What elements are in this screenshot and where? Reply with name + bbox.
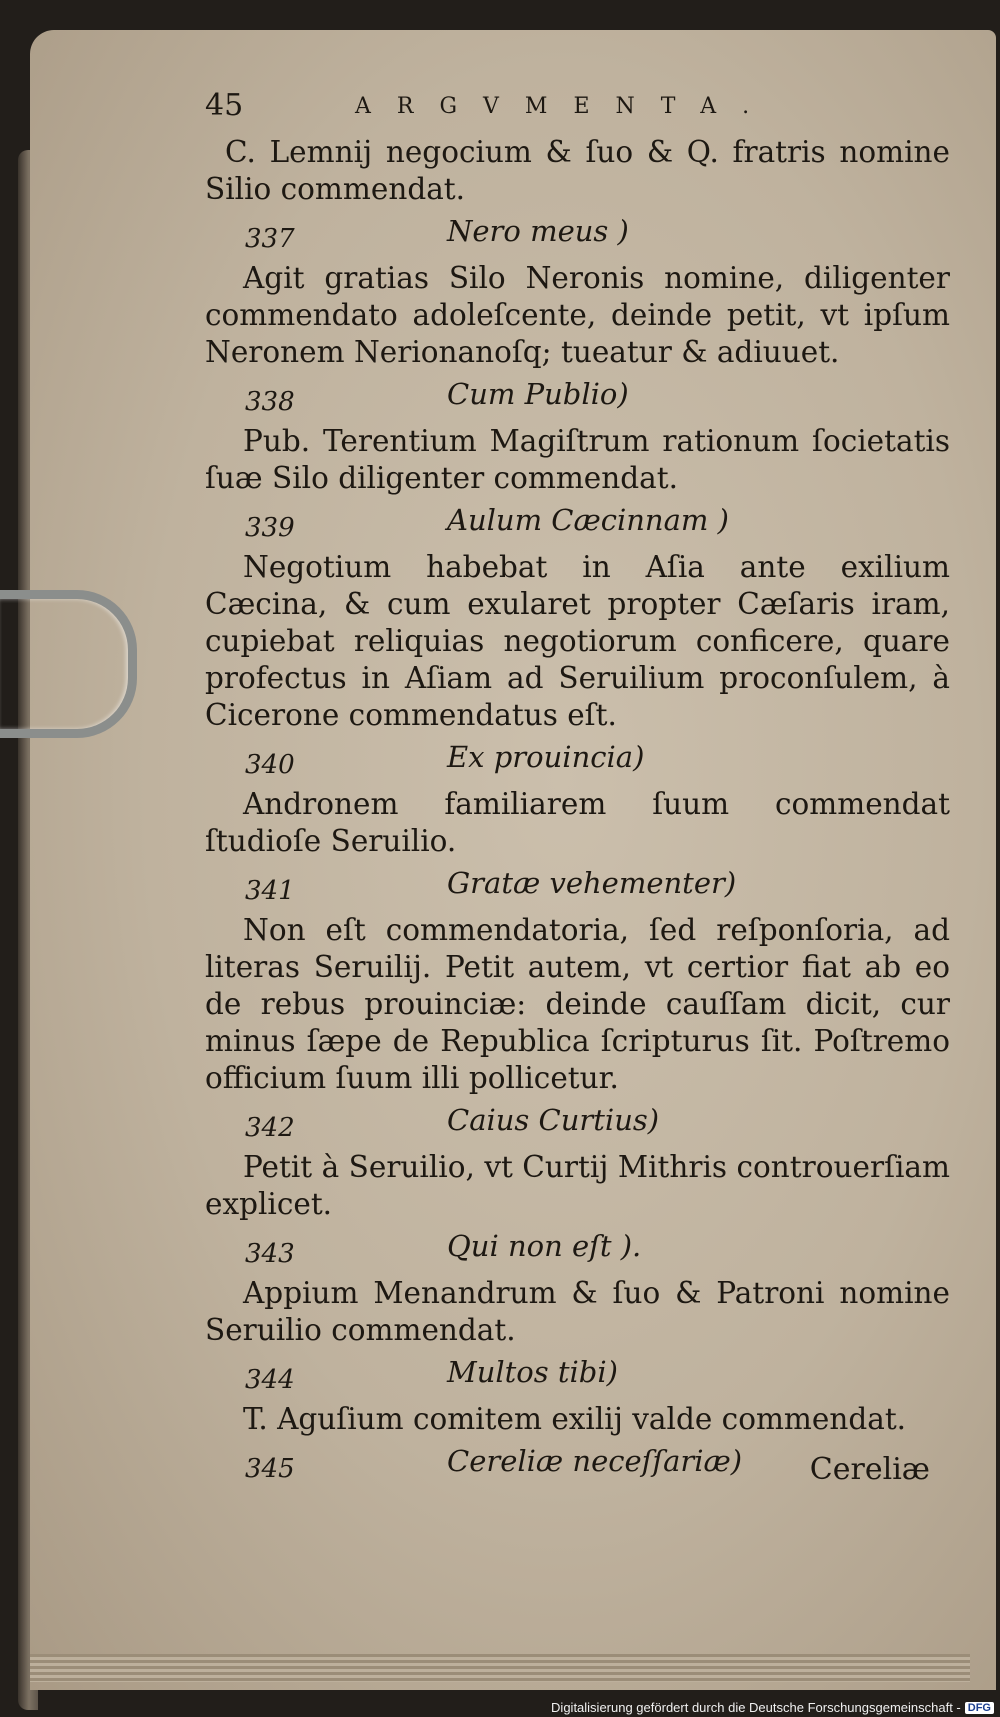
running-title: ARGVMENTA. xyxy=(355,94,776,119)
entry xyxy=(205,503,950,734)
entry-number: 337 xyxy=(245,224,295,254)
entry-lemma: Gratæ vehementer) xyxy=(447,866,737,900)
entry-lemma: Nero meus ) xyxy=(447,214,629,248)
entry xyxy=(205,740,950,860)
entry-lemma: Ex prouincia) xyxy=(447,740,645,774)
entry-lemma: Qui non eſt ). xyxy=(447,1229,642,1263)
entry-number: 343 xyxy=(245,1239,295,1269)
page-number: 45 xyxy=(205,88,244,123)
paper-clip-icon xyxy=(0,590,137,738)
page-stack-edge xyxy=(30,1654,970,1682)
intro-paragraph: C. Lemnij negocium & ſuo & Q. fratris nomine Silio commendat. xyxy=(205,135,950,206)
entry-text: Negotium habebat in Aſia ante exilium Cæcina, & cum exularet propter Cæſaris iram, cupiebat reliquias negotiorum conficere, quare profectus in Aſiam ad Seruilium proconſulem, à Cicerone commendatus eſt. xyxy=(205,550,950,732)
page-header xyxy=(205,88,950,128)
entry-number: 344 xyxy=(245,1365,295,1395)
entry-text: Pub. Terentium Magiſtrum rationum ſocietatis ſuæ Silo diligenter commendat. xyxy=(205,424,950,495)
catchword: Cereliæ xyxy=(809,1452,930,1487)
entry xyxy=(205,1103,950,1223)
entry-number: 338 xyxy=(245,387,295,417)
page-content xyxy=(205,88,950,1490)
entry-text: T. Aguſium comitem exilij valde commendat. xyxy=(243,1402,907,1436)
entry-text: Appium Menandrum & ſuo & Patroni nomine Seruilio commendat. xyxy=(205,1276,950,1347)
entry xyxy=(205,214,950,371)
entry xyxy=(205,1229,950,1349)
entry-text: Agit gratias Silo Neronis nomine, diligenter commendato adoleſcente, deinde petit, vt ipſum Neronem Nerionanoſq; tueatur & adiuuet. xyxy=(205,261,950,369)
entry-number: 339 xyxy=(245,513,295,543)
entry xyxy=(205,377,950,497)
entry-text: Andronem familiarem ſuum commendat ſtudioſe Seruilio. xyxy=(205,787,950,858)
entry-text: Petit à Seruilio, vt Curtij Mithris controuerſiam explicet. xyxy=(205,1150,950,1221)
entry-text: Non eſt commendatoria, ſed reſponſoria, ad literas Seruilij. Petit autem, vt certior fiat ab eo de rebus prouinciæ: deinde cauſſam dicit, cur minus ſæpe de Republica ſcripturus ſit. Poſtremo officium ſuum illi pollicetur. xyxy=(205,913,950,1095)
entry-number: 342 xyxy=(245,1113,295,1143)
entry xyxy=(205,866,950,1097)
entry-lemma: Cereliæ neceſſariæ) xyxy=(447,1444,743,1478)
digitization-credit xyxy=(551,1700,994,1715)
entry xyxy=(205,1355,950,1438)
credit-text: Digitalisierung gefördert durch die Deutsche Forschungsgemeinschaft - xyxy=(551,1700,961,1715)
entry-lemma: Multos tibi) xyxy=(447,1355,618,1389)
entry-lemma: Cum Publio) xyxy=(447,377,629,411)
dfg-logo-icon: DFG xyxy=(965,1702,994,1714)
entry-lemma: Caius Curtius) xyxy=(447,1103,660,1137)
entry-number: 345 xyxy=(245,1454,295,1484)
entry-lemma: Aulum Cæcinnam ) xyxy=(447,503,729,537)
entry-number: 340 xyxy=(245,750,295,780)
entry-number: 341 xyxy=(245,876,295,906)
